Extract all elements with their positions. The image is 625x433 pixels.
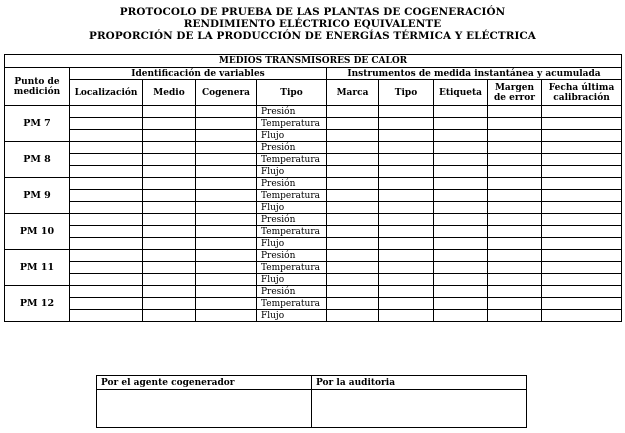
table-cell[interactable] [434, 298, 488, 310]
table-cell[interactable] [542, 286, 622, 298]
measurement-point-label: PM 7 [5, 106, 70, 142]
table-cell[interactable] [488, 166, 542, 178]
table-cell[interactable] [143, 130, 196, 142]
table-cell[interactable] [542, 106, 622, 118]
table-cell[interactable] [70, 274, 143, 286]
variable-type-cell: Flujo [257, 166, 327, 178]
table-cell[interactable] [379, 130, 434, 142]
table-cell[interactable] [542, 202, 622, 214]
col-header-margen: Margen de error [488, 80, 542, 106]
table-cell[interactable] [143, 154, 196, 166]
variable-type-cell: Flujo [257, 274, 327, 286]
table-cell[interactable] [379, 238, 434, 250]
table-row [5, 190, 622, 202]
audit-signature-label: Por la auditoria [312, 376, 527, 390]
table-cell[interactable] [143, 202, 196, 214]
table-cell[interactable] [196, 202, 257, 214]
variable-type-cell: Temperatura [257, 298, 327, 310]
table-cell[interactable] [434, 238, 488, 250]
table-cell[interactable] [327, 298, 379, 310]
table-cell[interactable] [434, 190, 488, 202]
table-cell[interactable] [327, 214, 379, 226]
table-cell[interactable] [196, 118, 257, 130]
table-cell[interactable] [196, 250, 257, 262]
table-cell[interactable] [542, 262, 622, 274]
variable-type-cell: Presión [257, 142, 327, 154]
table-cell[interactable] [434, 166, 488, 178]
table-cell[interactable] [327, 238, 379, 250]
table-row [5, 130, 622, 142]
table-cell[interactable] [196, 262, 257, 274]
table-cell[interactable] [196, 166, 257, 178]
table-row [5, 214, 622, 226]
table-cell[interactable] [379, 250, 434, 262]
table-cell[interactable] [196, 214, 257, 226]
table-cell[interactable] [379, 118, 434, 130]
table-cell[interactable] [379, 106, 434, 118]
variable-type-cell: Temperatura [257, 262, 327, 274]
col-header-tipo: Tipo [257, 80, 327, 106]
table-row [5, 202, 622, 214]
table-row [5, 226, 622, 238]
table-row [5, 238, 622, 250]
table-cell[interactable] [196, 130, 257, 142]
table-cell[interactable] [143, 142, 196, 154]
col-header-medio: Medio [143, 80, 196, 106]
table-cell[interactable] [327, 250, 379, 262]
table-cell[interactable] [434, 118, 488, 130]
group-header-identificacion: Identificación de variables [70, 68, 327, 80]
table-row [5, 178, 622, 190]
col-header-fecha: Fecha última calibración [542, 80, 622, 106]
table-cell[interactable] [143, 226, 196, 238]
table-cell[interactable] [434, 154, 488, 166]
table-cell[interactable] [434, 286, 488, 298]
table-cell[interactable] [542, 214, 622, 226]
table-cell[interactable] [327, 262, 379, 274]
table-cell[interactable] [70, 310, 143, 322]
table-cell[interactable] [542, 274, 622, 286]
variable-type-cell: Presión [257, 106, 327, 118]
document-header [0, 6, 625, 43]
table-cell[interactable] [327, 190, 379, 202]
table-cell[interactable] [143, 106, 196, 118]
variable-type-cell: Presión [257, 250, 327, 262]
table-cell[interactable] [327, 142, 379, 154]
table-cell[interactable] [379, 190, 434, 202]
table-cell[interactable] [434, 310, 488, 322]
agent-signature-field[interactable] [97, 390, 312, 428]
table-cell[interactable] [70, 166, 143, 178]
audit-signature-field[interactable] [312, 390, 527, 428]
measurement-table [4, 54, 622, 322]
table-cell[interactable] [488, 214, 542, 226]
table-cell[interactable] [196, 190, 257, 202]
table-cell[interactable] [196, 142, 257, 154]
table-cell[interactable] [379, 178, 434, 190]
variable-type-cell: Temperatura [257, 118, 327, 130]
table-row [5, 286, 622, 298]
table-cell[interactable] [488, 298, 542, 310]
table-cell[interactable] [143, 166, 196, 178]
table-cell[interactable] [542, 190, 622, 202]
title-line-2: RENDIMIENTO ELÉCTRICO EQUIVALENTE [183, 18, 442, 31]
table-row [5, 154, 622, 166]
table-cell[interactable] [143, 286, 196, 298]
table-cell[interactable] [70, 286, 143, 298]
table-cell[interactable] [542, 154, 622, 166]
table-cell[interactable] [542, 250, 622, 262]
table-cell[interactable] [70, 106, 143, 118]
table-cell[interactable] [488, 274, 542, 286]
table-cell[interactable] [143, 262, 196, 274]
table-cell[interactable] [70, 262, 143, 274]
table-cell[interactable] [70, 226, 143, 238]
table-cell[interactable] [70, 202, 143, 214]
table-cell[interactable] [434, 214, 488, 226]
table-cell[interactable] [327, 274, 379, 286]
table-row [5, 250, 622, 262]
table-cell[interactable] [379, 226, 434, 238]
table-cell[interactable] [379, 214, 434, 226]
signature-table [96, 375, 527, 428]
measurement-point-label: PM 10 [5, 214, 70, 250]
table-row [5, 106, 622, 118]
table-row [5, 310, 622, 322]
table-cell[interactable] [327, 202, 379, 214]
group-header-instrumentos: Instrumentos de medida instantánea y acumulada [327, 68, 622, 80]
table-cell[interactable] [379, 166, 434, 178]
table-cell[interactable] [488, 130, 542, 142]
variable-type-cell: Flujo [257, 310, 327, 322]
table-cell[interactable] [542, 310, 622, 322]
measurement-point-label: PM 8 [5, 142, 70, 178]
table-cell[interactable] [542, 130, 622, 142]
table-cell[interactable] [196, 106, 257, 118]
table-cell[interactable] [327, 130, 379, 142]
col-header-localizacion: Localización [70, 80, 143, 106]
table-cell[interactable] [143, 178, 196, 190]
table-cell[interactable] [488, 262, 542, 274]
table-cell[interactable] [196, 310, 257, 322]
variable-type-cell: Presión [257, 178, 327, 190]
table-cell[interactable] [196, 286, 257, 298]
table-cell[interactable] [542, 226, 622, 238]
variable-type-cell: Temperatura [257, 154, 327, 166]
variable-type-cell: Temperatura [257, 190, 327, 202]
table-cell[interactable] [143, 250, 196, 262]
table-cell[interactable] [70, 118, 143, 130]
title-line-3: PROPORCIÓN DE LA PRODUCCIÓN DE ENERGÍAS TÉRMICA Y ELÉCTRICA [89, 30, 536, 43]
table-cell[interactable] [434, 178, 488, 190]
table-row [5, 274, 622, 286]
table-cell[interactable] [196, 226, 257, 238]
table-cell[interactable] [434, 226, 488, 238]
table-cell[interactable] [70, 142, 143, 154]
table-cell[interactable] [327, 226, 379, 238]
table-row [5, 166, 622, 178]
table-cell[interactable] [143, 118, 196, 130]
table-cell[interactable] [488, 226, 542, 238]
table-cell[interactable] [327, 310, 379, 322]
col-header-punto: Punto de medición [5, 68, 70, 106]
table-cell[interactable] [542, 298, 622, 310]
table-cell[interactable] [542, 118, 622, 130]
table-cell[interactable] [542, 178, 622, 190]
table-cell[interactable] [70, 238, 143, 250]
table-cell[interactable] [434, 274, 488, 286]
table-cell[interactable] [70, 214, 143, 226]
table-cell[interactable] [542, 142, 622, 154]
table-cell[interactable] [196, 178, 257, 190]
variable-type-cell: Presión [257, 214, 327, 226]
table-cell[interactable] [143, 274, 196, 286]
table-cell[interactable] [434, 262, 488, 274]
table-cell[interactable] [196, 238, 257, 250]
col-header-marca: Marca [327, 80, 379, 106]
table-cell[interactable] [488, 202, 542, 214]
variable-type-cell: Temperatura [257, 226, 327, 238]
table-cell[interactable] [434, 202, 488, 214]
col-header-tipo-instrumento: Tipo [379, 80, 434, 106]
table-cell[interactable] [379, 142, 434, 154]
table-cell[interactable] [379, 262, 434, 274]
table-cell[interactable] [434, 250, 488, 262]
table-cell[interactable] [143, 298, 196, 310]
table-row [5, 262, 622, 274]
table-cell[interactable] [488, 142, 542, 154]
table-cell[interactable] [379, 298, 434, 310]
table-cell[interactable] [70, 154, 143, 166]
table-cell[interactable] [488, 106, 542, 118]
table-cell[interactable] [143, 310, 196, 322]
table-cell[interactable] [327, 154, 379, 166]
table-cell[interactable] [70, 298, 143, 310]
section-title: MEDIOS TRANSMISORES DE CALOR [5, 55, 622, 68]
measurement-point-label: PM 12 [5, 286, 70, 322]
table-cell[interactable] [196, 274, 257, 286]
table-row [5, 298, 622, 310]
table-cell[interactable] [488, 310, 542, 322]
table-row [5, 118, 622, 130]
table-cell[interactable] [327, 286, 379, 298]
col-header-etiqueta: Etiqueta [434, 80, 488, 106]
table-cell[interactable] [379, 286, 434, 298]
table-cell[interactable] [143, 190, 196, 202]
table-cell[interactable] [327, 106, 379, 118]
table-cell[interactable] [379, 310, 434, 322]
table-row [5, 142, 622, 154]
table-cell[interactable] [379, 202, 434, 214]
table-cell[interactable] [327, 118, 379, 130]
table-cell[interactable] [434, 130, 488, 142]
table-cell[interactable] [379, 274, 434, 286]
table-cell[interactable] [70, 250, 143, 262]
table-cell[interactable] [143, 214, 196, 226]
variable-type-cell: Flujo [257, 130, 327, 142]
table-cell[interactable] [542, 238, 622, 250]
table-cell[interactable] [196, 154, 257, 166]
table-cell[interactable] [327, 166, 379, 178]
measurement-point-label: PM 9 [5, 178, 70, 214]
table-cell[interactable] [434, 142, 488, 154]
title-line-1: PROTOCOLO DE PRUEBA DE LAS PLANTAS DE COGENERACIÓN [119, 6, 506, 18]
table-cell[interactable] [434, 106, 488, 118]
variable-type-cell: Flujo [257, 238, 327, 250]
variable-type-cell: Presión [257, 286, 327, 298]
variable-type-cell: Flujo [257, 202, 327, 214]
table-cell[interactable] [488, 286, 542, 298]
table-cell[interactable] [542, 166, 622, 178]
table-cell[interactable] [488, 178, 542, 190]
agent-signature-label: Por el agente cogenerador [97, 376, 312, 390]
table-cell[interactable] [488, 118, 542, 130]
table-cell[interactable] [379, 154, 434, 166]
measurement-point-label: PM 11 [5, 250, 70, 286]
table-cell[interactable] [488, 250, 542, 262]
table-cell[interactable] [488, 190, 542, 202]
table-cell[interactable] [488, 154, 542, 166]
table-cell[interactable] [70, 130, 143, 142]
table-cell[interactable] [488, 238, 542, 250]
table-cell[interactable] [70, 178, 143, 190]
table-cell[interactable] [143, 238, 196, 250]
col-header-cogenera: Cogenera [196, 80, 257, 106]
table-cell[interactable] [70, 190, 143, 202]
table-cell[interactable] [327, 178, 379, 190]
table-cell[interactable] [196, 298, 257, 310]
